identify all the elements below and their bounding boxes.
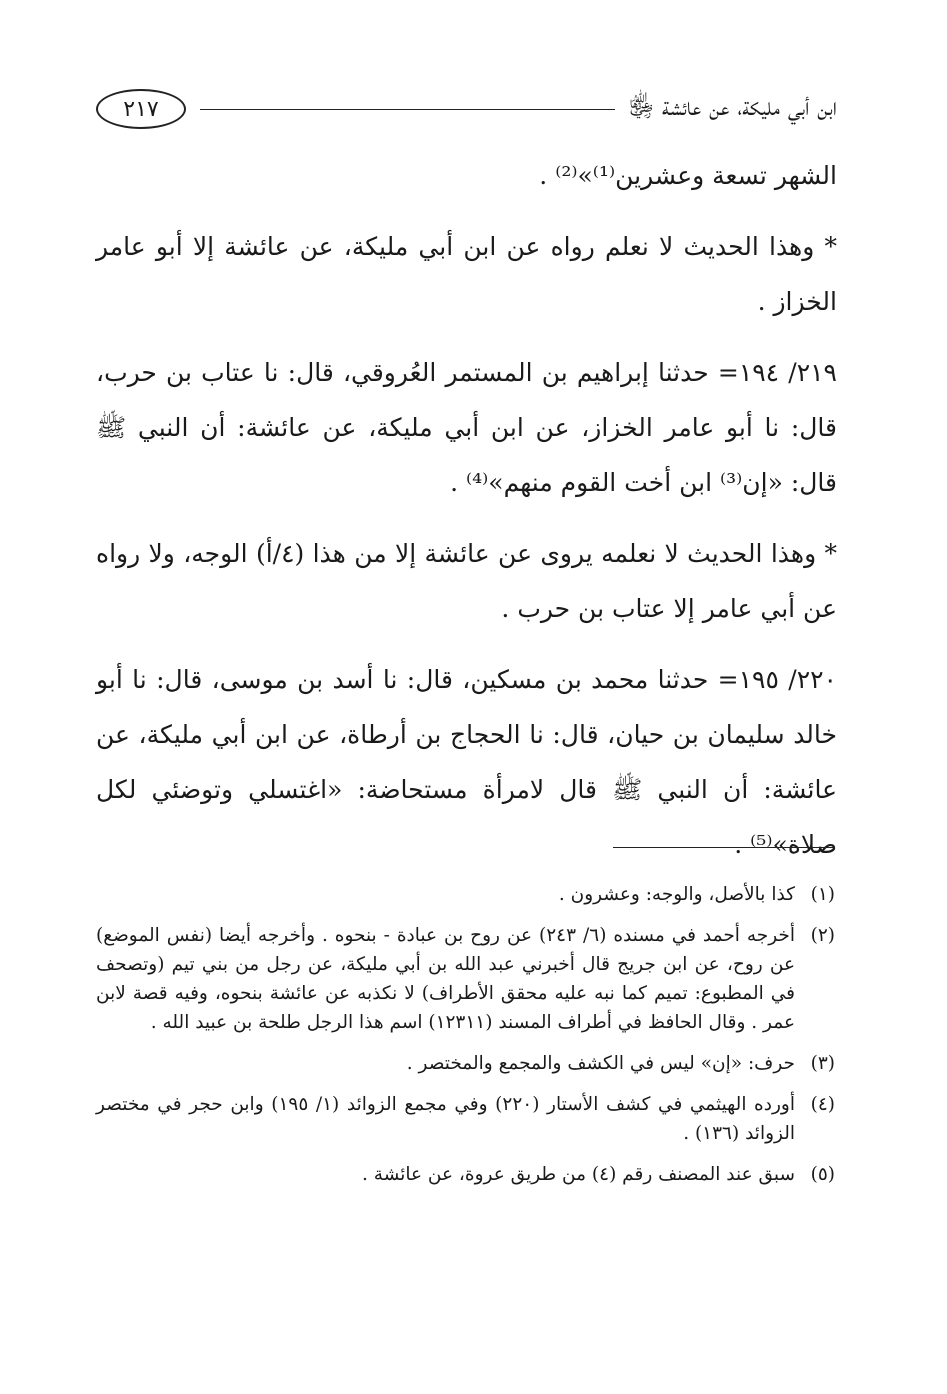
hadith-219: ٢١٩/ ١٩٤= حدثنا إبراهيم بن المستمر العُروقي، قال: نا عتاب بن حرب، قال: نا أبو عامر الخزاز، عن ابن أبي مليكة، عن عائشة: أن النبي ﷺ قال: «إن⁽³⁾ ابن أخت القوم منهم»⁽⁴⁾ .	[96, 358, 837, 497]
footnote-text: أورده الهيثمي في كشف الأستار (٢٢٠) وفي مجمع الزوائد (١/ ١٩٥) وابن حجر في مختصر الزوائد (١٣٦) .	[96, 1094, 795, 1144]
paragraph-note-1: * وهذا الحديث لا نعلم رواه عن ابن أبي مليكة، عن عائشة إلا أبو عامر الخزاز .	[96, 232, 837, 316]
page-header	[96, 84, 837, 134]
footnote-number: (٤)	[810, 1094, 835, 1115]
footnote-4	[96, 1090, 835, 1148]
footnote-number: (٥)	[810, 1164, 835, 1185]
footnote-text: سبق عند المصنف رقم (٤) من طريق عروة، عن عائشة .	[362, 1164, 795, 1185]
footnote-number: (٢)	[810, 925, 835, 946]
footnotes	[96, 880, 835, 1201]
header-rule	[200, 109, 615, 110]
footnote-1	[96, 880, 835, 909]
running-title: ابن أبي مليكة، عن عائشة ﵂	[628, 91, 837, 121]
paragraph-note-2: * وهذا الحديث لا نعلمه يروى عن عائشة إلا من هذا (٤/أ) الوجه، ولا رواه عن أبي عامر إلا عتاب بن حرب .	[96, 539, 837, 623]
page-number-badge	[96, 89, 186, 129]
footnote-number: (١)	[810, 884, 835, 905]
footnote-2	[96, 921, 835, 1037]
footnote-3	[96, 1049, 835, 1078]
footnote-5	[96, 1160, 835, 1189]
footnote-text: حرف: «إن» ليس في الكشف والمجمع والمختصر .	[406, 1053, 795, 1074]
main-text	[96, 148, 837, 888]
hadith-220: ٢٢٠/ ١٩٥= حدثنا محمد بن مسكين، قال: نا أسد بن موسى، قال: نا أبو خالد سليمان بن حيان، قال: نا الحجاج بن أرطاة، عن ابن أبي مليكة، عن عائشة: أن النبي ﷺ قال لامرأة مستحاضة: «اغتسلي وتوضئي لكل صلاة»⁽⁵⁾ .	[96, 665, 837, 859]
footnote-number: (٣)	[810, 1053, 835, 1074]
paragraph-continuation: الشهر تسعة وعشرين⁽¹⁾»⁽²⁾ .	[539, 161, 837, 190]
footnote-text: كذا بالأصل، والوجه: وعشرون .	[558, 884, 795, 905]
page-number: ٢١٧	[123, 96, 159, 122]
footnote-text: أخرجه أحمد في مسنده (٦/ ٢٤٣) عن روح بن عبادة - بنحوه . وأخرجه أيضا (نفس الموضع) عن روح، عن ابن جريج قال أخبرني عبد الله بن أبي مليكة، عن رجل من بني تيم (وتصحف في المطبوع: تميم كما نبه عليه محقق الأطراف) لا نكذبه عن عائشة بنحوه، وفيه قصة لابن عمر . وقال الحافظ في أطراف المسند (١٢٣١١) اسم هذا الرجل طلحة بن عبيد الله .	[96, 925, 795, 1033]
footnote-separator	[613, 847, 835, 848]
